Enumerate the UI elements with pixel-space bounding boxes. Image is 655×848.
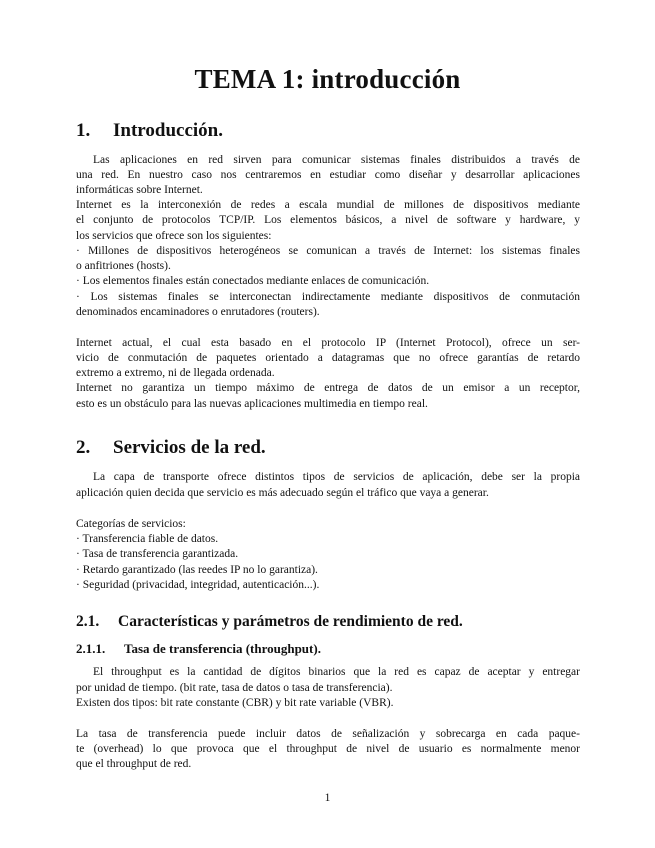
paragraph-line: por unidad de tiempo. (bit rate, tasa de datos o tasa de transferencia). [76,682,393,694]
list-item: · Seguridad (privacidad, integridad, autenticación...). [76,579,320,591]
list-item: · Los sistemas finales se interconectan indirectamente mediante dispositivos de conmutación [76,291,580,303]
section-2-heading [76,437,266,459]
paragraph-line: los servicios que ofrece son los siguientes: [76,230,272,242]
paragraph-line: Internet es la interconexión de redes a escala mundial de millones de dispositivos mediante [76,199,580,211]
subsection-number: 2.1. [76,613,100,630]
subsubsection-title: Tasa de transferencia (throughput). [124,641,321,656]
paragraph-line: te (overhead) lo que provoca que el throughput de nivel de usuario es normalmente menor [76,743,580,755]
paragraph-line: esto es un obstáculo para las nuevas aplicaciones multimedia en tiempo real. [76,398,428,410]
paragraph-line: La tasa de transferencia puede incluir datos de señalización y sobrecarga en cada paque- [76,728,580,740]
paragraph-line: Existen dos tipos: bit rate constante (CBR) y bit rate variable (VBR). [76,697,394,709]
list-item: · Millones de dispositivos heterogéneos se comunican a través de Internet: los sistemas finales [76,245,580,257]
paragraph-line: denominados encaminadores o enrutadores (routers). [76,306,320,318]
section-number: 2. [76,437,91,458]
paragraph-line: El throughput es la cantidad de dígitos binarios que la red es capaz de aceptar y entregar [93,666,580,678]
paragraph-line: informáticas sobre Internet. [76,184,203,196]
paragraph-line: Internet no garantiza un tiempo máximo de entrega de datos de un emisor a un receptor, [76,382,580,394]
section-1-heading [76,120,223,142]
paragraph-line: Internet actual, el cual esta basado en el protocolo IP (Internet Protocol), ofrece un ser- [76,337,580,349]
section-number: 1. [76,120,91,141]
paragraph-line: que el throughput de red. [76,758,192,770]
section-title: Introducción. [113,120,223,141]
subsection-title: Características y parámetros de rendimiento de red. [118,613,463,630]
page-number: 1 [324,792,331,804]
section-title: Servicios de la red. [113,437,266,458]
list-item: · Los elementos finales están conectados mediante enlaces de comunicación. [76,275,430,287]
paragraph-line: aplicación quien decida que servicio es más adecuado según el tráfico que vaya a generar. [76,487,489,499]
subsubsection-2-1-1-heading [76,641,321,657]
paragraph-line: Categorías de servicios: [76,518,186,530]
subsection-2-1-heading [76,613,463,631]
paragraph-line: una red. En nuestro caso nos centraremos en estudiar como diseñar y desarrollar aplicaciones [76,169,580,181]
paragraph-line: La capa de transporte ofrece distintos tipos de servicios de aplicación, debe ser la propia [93,471,580,483]
paragraph-line: Las aplicaciones en red sirven para comunicar sistemas finales distribuidos a través de [93,154,580,166]
paragraph-line: vicio de conmutación de paquetes orientado a datagramas que no ofrece garantías de retardo [76,352,580,364]
paragraph-line: o anfitriones (hosts). [76,260,171,272]
list-item: · Transferencia fiable de datos. [76,533,219,545]
paragraph-line: el conjunto de protocolos TCP/IP. Los elementos básicos, a nivel de software y hardware, y [76,214,580,226]
page-title: TEMA 1: introducción [194,64,461,94]
list-item: · Tasa de transferencia garantizada. [76,548,239,560]
subsubsection-number: 2.1.1. [76,641,106,656]
paragraph-line: extremo a extremo, ni de llegada ordenada. [76,367,275,379]
list-item: · Retardo garantizado (las reedes IP no lo garantiza). [76,564,318,576]
